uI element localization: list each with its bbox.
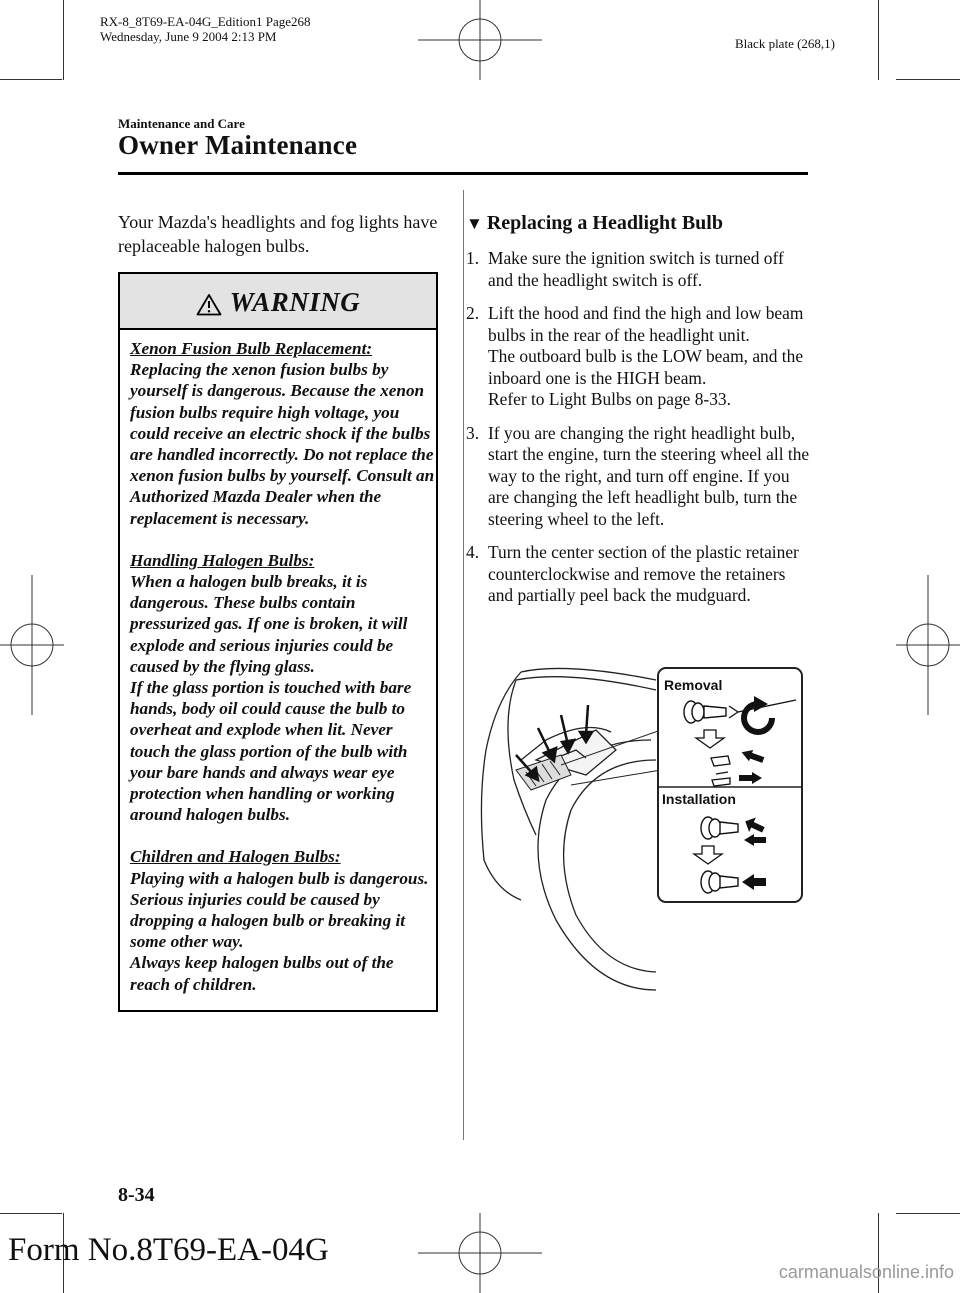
warning-section	[130, 846, 435, 994]
procedure-title-text: Replacing a Headlight Bulb	[486, 212, 723, 234]
car-fender-illustration	[481, 668, 656, 990]
print-date-line: Wednesday, June 9 2004 2:13 PM	[100, 29, 277, 44]
print-file-line: RX-8_8T69-EA-04G_Edition1 Page268	[100, 14, 311, 29]
mudguard-retainer-figure	[476, 660, 811, 1005]
warning-title: WARNING	[229, 287, 361, 317]
warning-subheading: Children and Halogen Bulbs:	[130, 847, 341, 867]
crop-mark	[896, 1213, 960, 1214]
step-number: 3.	[466, 422, 480, 443]
plate-label: Black plate (268,1)	[735, 36, 835, 51]
title-rule	[118, 172, 808, 175]
intro-paragraph: Your Mazda's headlights and fog lights have replaceable halogen bulbs.	[118, 212, 438, 256]
registration-mark-bottom	[418, 1213, 542, 1293]
step-number: 2.	[466, 303, 480, 323]
warning-body	[130, 338, 435, 1016]
warning-triangle-icon	[196, 293, 222, 316]
step-number: 1.	[466, 248, 480, 268]
step-item	[466, 423, 811, 531]
crop-mark	[896, 79, 960, 80]
crop-mark	[0, 79, 62, 80]
warning-text: Replacing the xenon fusion bulbs by yourself is dangerous. Because the xenon fusion bulbs require high voltage, you could receive an electric shock if the bulbs are handled incorrectly. Do not replace the xenon fusion bulbs by yourself. Consult an Authorized Mazda Dealer when the replacement is necessary.	[130, 360, 435, 528]
warning-text: If the glass portion is touched with bare hands, body oil could cause the bulb to overheat and explode when lit. Never touch the glass portion of the bulb with your bare hands and always wear eye protection when handling or working around halogen bulbs.	[130, 678, 412, 825]
warning-box	[118, 272, 438, 1012]
warning-header	[120, 274, 436, 330]
section-category: Maintenance and Care	[118, 116, 245, 131]
warning-text: Playing with a halogen bulb is dangerous. Serious injuries could be caused by dropping a halogen bulb or breaking it some other way.	[130, 868, 429, 952]
warning-subheading: Handling Halogen Bulbs:	[130, 550, 315, 570]
removal-label: Removal	[664, 677, 723, 693]
warning-subheading: Xenon Fusion Bulb Replacement:	[130, 339, 373, 358]
registration-mark-right	[896, 575, 960, 715]
procedure-title	[466, 212, 723, 235]
column-divider	[463, 190, 464, 1140]
step-text: The outboard bulb is the LOW beam, and the inboard one is the HIGH beam.	[488, 346, 804, 388]
step-text: Refer to Light Bulbs on page 8-33.	[488, 389, 731, 409]
warning-text: When a halogen bulb breaks, it is dangerous. These bulbs contain pressurized gas. If one is broken, it will explode and serious injuries could be caused by the flying glass.	[130, 572, 408, 676]
step-item	[466, 248, 811, 291]
procedure-steps	[466, 248, 811, 619]
crop-mark	[63, 0, 64, 80]
watermark: carmanualsonline.info	[778, 1262, 954, 1282]
section-marker-icon: ▼	[466, 214, 483, 233]
installation-label: Installation	[662, 791, 736, 807]
step-text: If you are changing the right headlight bulb, start the engine, turn the steering wheel all the way to the right, and turn off engine. If you are changing the left headlight bulb, turn the steering wheel to the left.	[488, 422, 810, 529]
step-number: 4.	[466, 542, 480, 562]
step-text: Turn the center section of the plastic retainer counterclockwise and remove the retainers and partially peel back the mudguard.	[488, 542, 799, 605]
step-text: Make sure the ignition switch is turned off and the headlight switch is off.	[488, 248, 784, 290]
form-number: Form No.8T69-EA-04G	[8, 1232, 329, 1268]
crop-mark	[0, 1213, 62, 1214]
registration-mark-left	[0, 575, 64, 715]
page-number: 8-34	[118, 1184, 155, 1206]
step-item	[466, 303, 811, 411]
crop-mark	[878, 0, 879, 80]
registration-mark-top	[418, 0, 542, 80]
page-title: Owner Maintenance	[118, 130, 358, 160]
warning-text: Always keep halogen bulbs out of the reach of children.	[130, 953, 394, 994]
step-item	[466, 542, 811, 607]
step-text: Lift the hood and find the high and low beam bulbs in the rear of the headlight unit.	[488, 303, 804, 345]
warning-section	[130, 338, 435, 529]
warning-section	[130, 550, 435, 826]
